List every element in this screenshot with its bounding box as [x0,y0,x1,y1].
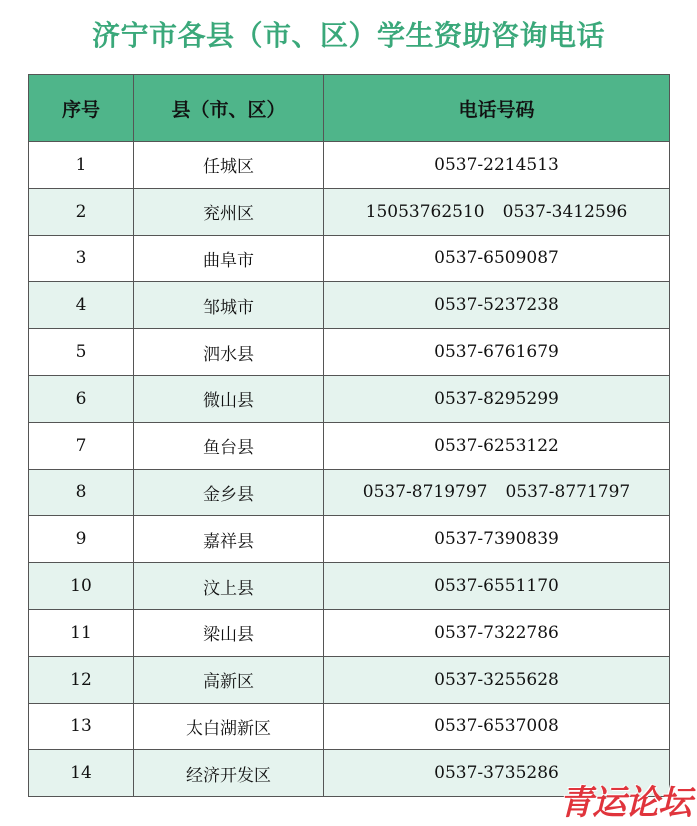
phone-number: 15053762510 [365,201,485,222]
header-county: 县（市、区） [134,75,324,142]
table-row [29,656,670,703]
table-row [29,469,670,516]
cell-no: 11 [29,609,134,656]
cell-county: 金乡县 [134,469,324,516]
contact-table [28,74,670,797]
cell-county: 汶上县 [134,563,324,610]
watermark-logo: 青运论坛 [559,783,691,823]
table-row [29,609,670,656]
phone-number: 0537-3412596 [502,201,628,222]
cell-phone [324,329,670,376]
phone-number: 0537-7322786 [434,622,559,643]
cell-county: 微山县 [134,375,324,422]
cell-no: 6 [29,375,134,422]
cell-no: 5 [29,329,134,376]
header-no: 序号 [29,75,134,142]
cell-phone [324,422,670,469]
cell-phone [324,469,670,516]
cell-county: 嘉祥县 [134,516,324,563]
phone-number: 0537-6509087 [434,248,559,269]
page-title: 济宁市各县（市、区）学生资助咨询电话 [91,19,605,52]
table-row [29,375,670,422]
phone-number: 0537-3735286 [434,763,559,784]
table-row [29,516,670,563]
cell-phone [324,235,670,282]
table-body [29,142,670,797]
cell-phone [324,656,670,703]
cell-phone [324,563,670,610]
cell-county: 兖州区 [134,188,324,235]
phone-number: 0537-6537008 [434,716,559,737]
phone-number: 0537-3255628 [434,669,559,690]
table-row [29,563,670,610]
header-phone: 电话号码 [324,75,670,142]
cell-county: 太白湖新区 [134,703,324,750]
cell-phone [324,703,670,750]
phone-number: 0537-6761679 [434,342,559,363]
cell-phone [324,282,670,329]
cell-county: 曲阜市 [134,235,324,282]
table-row [29,235,670,282]
table-row [29,422,670,469]
cell-county: 经济开发区 [134,750,324,797]
cell-no: 12 [29,656,134,703]
cell-no: 14 [29,750,134,797]
cell-no: 10 [29,563,134,610]
cell-county: 泗水县 [134,329,324,376]
cell-county: 梁山县 [134,609,324,656]
phone-number: 0537-5237238 [434,295,559,316]
cell-phone [324,375,670,422]
phone-number: 0537-2214513 [434,154,559,175]
phone-number: 0537-8719797 [362,482,488,503]
cell-phone [324,516,670,563]
phone-number: 0537-7390839 [434,529,559,550]
cell-no: 8 [29,469,134,516]
phone-number: 0537-8295299 [434,388,559,409]
cell-no: 9 [29,516,134,563]
phone-number: 0537-6253122 [434,435,559,456]
table-row [29,329,670,376]
table-row [29,188,670,235]
cell-no: 2 [29,188,134,235]
cell-county: 高新区 [134,656,324,703]
cell-county: 任城区 [134,142,324,189]
table-row [29,142,670,189]
table-header-row [29,75,670,142]
phone-number: 0537-6551170 [434,576,559,597]
phone-number: 0537-8771797 [505,482,631,503]
cell-no: 3 [29,235,134,282]
cell-no: 4 [29,282,134,329]
cell-no: 13 [29,703,134,750]
cell-no: 7 [29,422,134,469]
cell-no: 1 [29,142,134,189]
table-row [29,282,670,329]
cell-phone [324,142,670,189]
cell-county: 邹城市 [134,282,324,329]
cell-phone [324,609,670,656]
cell-phone [324,188,670,235]
cell-county: 鱼台县 [134,422,324,469]
table-row [29,703,670,750]
